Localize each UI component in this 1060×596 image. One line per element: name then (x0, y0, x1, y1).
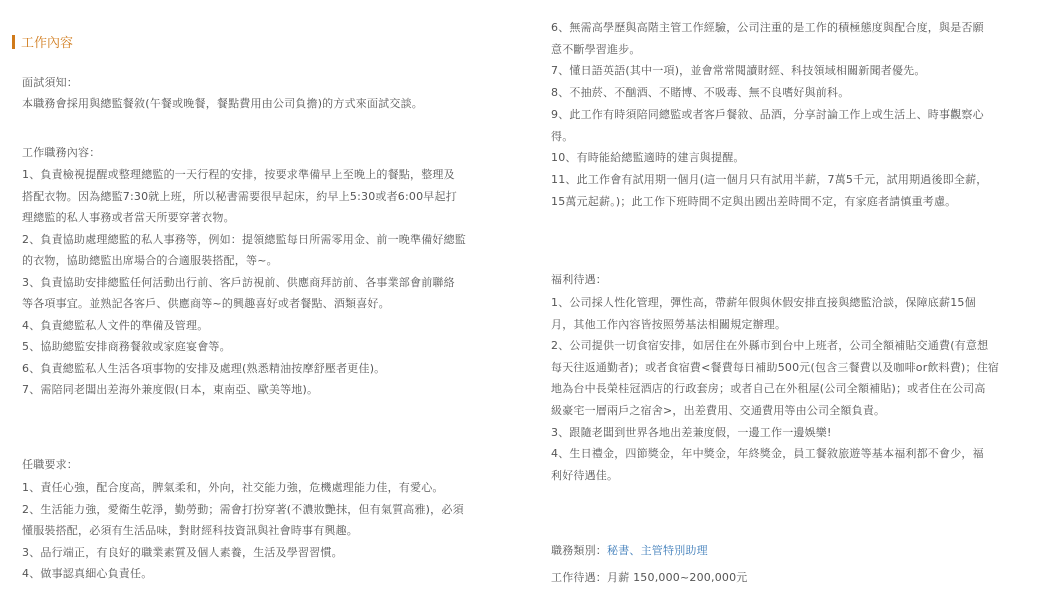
requirement-line: 7、懂日語英語(其中一項)，並會常常閱讀財經、科技領域相關新聞者優先。 (551, 64, 926, 78)
job-category-link[interactable]: 秘書、主管特別助理 (607, 544, 708, 557)
duty-line: 的衣物，協助總監出席場合的合適服裝搭配，等~。 (22, 254, 278, 267)
duty-line: 搭配衣物。因為總監7:30就上班，所以秘書需要很早起床，約早上5:30或者6:00早起打 (22, 189, 457, 203)
salary (551, 571, 748, 585)
duty-line: 4、負責總監私人文件的準備及管理。 (22, 318, 209, 332)
benefit-line: 每天往返通勤者)；或者食宿費<餐費每日補助500元(包含三餐費以及咖啡or飲料費)；住宿 (551, 360, 1000, 374)
duty-line: 5、協助總監安排商務餐敘或家庭宴會等。 (22, 340, 231, 353)
duties-heading: 工作職務內容： (22, 146, 101, 159)
duty-line: 1、負責檢視提醒或整理總監的一天行程的安排，按要求準備早上至晚上的餐點，整理及 (22, 168, 455, 181)
duty-line: 6、負責總監私人生活各項事物的安排及處理(熟悉精油按摩舒壓者更佳)。 (22, 361, 386, 375)
benefit-line: 利好待遇佳。 (551, 468, 619, 482)
requirement-line: 6、無需高學歷與高階主管工作經驗，公司注重的是工作的積極態度與配合度，與是否願 (551, 21, 984, 34)
requirement-line: 3、品行端正，有良好的職業素質及個人素養，生活及學習習慣。 (22, 545, 343, 559)
requirement-line: 4、做事認真細心負責任。 (22, 567, 153, 580)
job-category-label: 職務類別： (551, 544, 607, 557)
interview-heading: 面試須知： (22, 76, 78, 89)
section-title-text: 工作內容 (21, 36, 74, 51)
requirement-line: 15萬元起薪。)；此工作下班時間不定與出國出差時間不定，有家庭者請慎重考慮。 (551, 194, 957, 208)
interview-text: 本職務會採用與總監餐敘(午餐或晚餐，餐點費用由公司負擔)的方式來面試交談。 (22, 97, 423, 110)
section-marker (12, 35, 15, 49)
requirement-line: 10、有時能給總監適時的建言與提醒。 (551, 151, 745, 165)
requirements-heading: 任職要求： (22, 458, 78, 471)
section-title (12, 32, 73, 51)
requirement-line: 得。 (551, 129, 574, 143)
duty-line: 理總監的私人事務或者當天所要穿著衣物。 (22, 211, 235, 224)
salary-value: 月薪 150,000~200,000元 (607, 571, 748, 584)
benefit-line: 2、公司提供一切食宿安排，如居住在外縣市到台中上班者，公司全額補貼交通費(有意想 (551, 339, 989, 353)
requirement-line: 意不斷學習進步。 (551, 42, 641, 56)
requirement-line: 11、此工作會有試用期一個月(這一個月只有試用半薪，7萬5千元，試用期過後即全薪， (551, 172, 988, 186)
benefit-line: 地為台中長榮桂冠酒店的行政套房；或者自己在外租屋(公司全額補貼)；或者住在公司高 (551, 382, 986, 396)
salary-label: 工作待遇： (551, 571, 607, 584)
benefit-line: 1、公司採人性化管理，彈性高，帶薪年假與休假安排直接與總監洽談，保障底薪15個 (551, 296, 976, 309)
benefit-line: 級豪宅一層兩戶之宿舍>，出差費用、交通費用等由公司全額負責。 (551, 404, 886, 417)
requirement-line: 1、責任心強，配合度高，脾氣柔和，外向，社交能力強，危機處理能力佳，有愛心。 (22, 481, 444, 494)
benefit-line: 月，其他工作內容皆按照勞基法相關規定辦理。 (551, 317, 787, 331)
requirement-line: 8、不抽菸、不酗酒、不賭博、不吸毒、無不良嗜好與前科。 (551, 86, 850, 100)
benefits-heading: 福利待遇： (551, 273, 607, 286)
benefit-line: 3、跟隨老闆到世界各地出差兼度假，一邊工作一邊娛樂! (551, 425, 832, 439)
benefit-line: 4、生日禮金，四節獎金，年中獎金，年終獎金，員工餐敘旅遊等基本福利都不會少，福 (551, 447, 984, 461)
duty-line: 等各項事宜。並熟記各客戶、供應商等~的興趣喜好或者餐點、酒類喜好。 (22, 297, 390, 310)
duty-line: 2、負責協助處理總監的私人事務等，例如：提領總監每日所需零用金、前一晚準備好總監 (22, 232, 466, 246)
requirement-line: 9、此工作有時須陪同總監或者客戶餐敘、品酒，分享討論工作上或生活上、時事觀察心 (551, 107, 984, 121)
duty-line: 7、需陪同老闆出差海外兼度假(日本，東南亞、歐美等地)。 (22, 383, 319, 396)
job-category (551, 544, 708, 558)
requirement-line: 2、生活能力強，愛衛生乾淨，勤勞動；需會打扮穿著(不濃妝艷抹，但有氣質高雅)，必須 (22, 502, 464, 516)
duty-line: 3、負責協助安排總監任何活動出行前、客戶訪視前、供應商拜訪前、各事業部會前聯絡 (22, 275, 455, 289)
requirement-line: 懂服裝搭配，必須有生活品味，對財經科技資訊與社會時事有興趣。 (22, 524, 358, 537)
